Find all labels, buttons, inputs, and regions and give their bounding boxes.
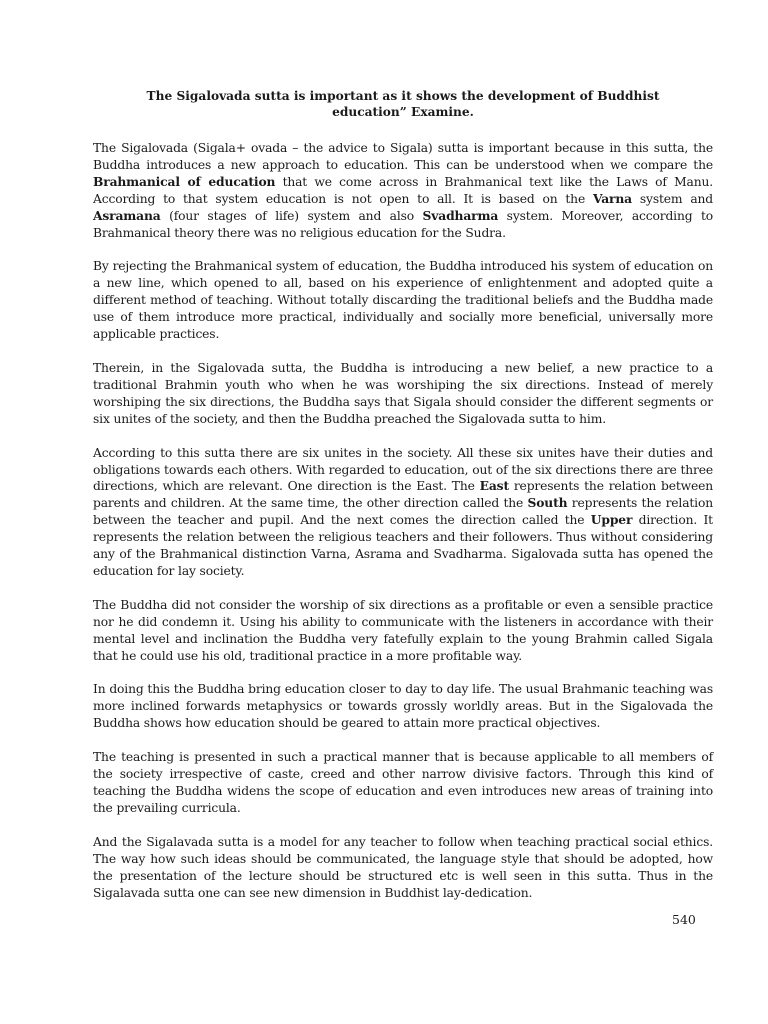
page-number: 540 [672,912,696,927]
term-east: East [479,478,509,494]
paragraph-1-text-c: that we come across in Brahmanical text like the Laws of Manu. According to that system education is not open to all. It is based on the [93,174,714,206]
paragraph-6: In doing this the Buddha bring education closer to day to day life. The usual Brahmanic teaching was more inclined forwards metaphysics or towards grossly worldly areas. But in the Sigalovada the Buddha shows how education should be geared to attain more practical objectives. [93,682,713,731]
paragraph-8: And the Sigalavada sutta is a model for any teacher to follow when teaching practical social ethics. The way how such ideas should be communicated, the language style that should be adopted, how the presentation of the lecture should be structured etc is well seen in this sutta. Thus in the Sigalavada sutta one can see new dimension in Buddhist lay-dedication. [93,834,713,900]
paragraph-4-text-a: According to this sutta there are six unites in the society. All these six unites have their duties and obligations towards each others. With regarded to education, out of the six directions there are three directions, which are relevant. One direction is the East. The [93,445,713,494]
paragraph-1-text-g: (four stages of life) system and also [160,208,423,223]
paragraph-1-text-a: The Sigalovada (Sigala+ ovada – the advice to Sigala) sutta is important because in this sutta, the Buddha introduces a new approach to education. This can be understood when we compare the [93,141,713,172]
paragraph-4-text-c: represents the relation between parents and children. At the same time, the other direction called the [93,479,714,511]
paragraph-1-text-e: system and [632,191,713,206]
document-title: The Sigalovada sutta is important as it shows the development of Buddhist education” Examine. [146,89,660,119]
paragraph-4-text-g: direction. It represents the relation between the religious teachers and their followers. Thus without considering any of the Brahmanical distinction Varna, Asrama and Svadharma. Sigalovada sutta has opened the education for lay society. [93,513,713,578]
paragraph-4-text-e: represents the relation between the teacher and pupil. And the next comes the direction called the [93,496,713,528]
term-upper: Upper [590,512,633,528]
paragraph-3: Therein, in the Sigalovada sutta, the Buddha is introducing a new belief, a new practice to a traditional Brahmin youth who when he was worshiping the six directions. Instead of merely worshiping the six directions, the Buddha says that Sigala should consider the different segments or six unites of the society, and then the Buddha preached the Sigalovada sutta to him. [93,360,713,426]
term-asramana: Asramana [93,207,161,223]
paragraph-2: By rejecting the Brahmanical system of education, the Buddha introduced his system of education on a new line, which opened to all, based on his experience of enlightenment and adopted quite a different method of teaching. Without totally discarding the traditional beliefs and the Buddha made use of them introduce more practical, individually and socially more beneficial, universally more applicable practices. [93,259,713,342]
paragraph-1-text-i: system. Moreover, according to Brahmanical theory there was no religious education for the Sudra. [93,208,713,240]
term-south: South [527,495,568,511]
term-svadharma: Svadharma [422,207,499,223]
paragraph-7: The teaching is presented in such a practical manner that is because applicable to all members of the society irrespective of caste, creed and other narrow divisive factors. Through this kind of teaching the Buddha widens the scope of education and even introduces new areas of training into the prevailing curricula. [93,750,713,815]
paragraph-4 [93,445,713,580]
paragraph-5: The Buddha did not consider the worship of six directions as a profitable or even a sensible practice nor he did condemn it. Using his ability to communicate with the listeners in accordance with their mental level and inclination the Buddha very fatefully explain to the young Brahmin called Sigala that he could use his old, traditional practice in a more profitable way. [93,597,713,663]
document-page [93,88,713,918]
term-brahmanical-education: Brahmanical of education [93,173,276,189]
term-varna: Varna [592,190,632,206]
paragraph-1 [93,140,713,241]
